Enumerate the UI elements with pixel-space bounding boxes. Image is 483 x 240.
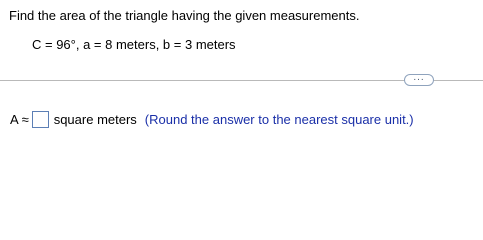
unit-label: square meters <box>53 112 137 127</box>
answer-row <box>10 111 414 128</box>
rounding-instruction: (Round the answer to the nearest square unit.) <box>144 112 414 127</box>
answer-input[interactable] <box>32 111 49 128</box>
ellipsis-icon: ... <box>413 72 425 83</box>
answer-label: A ≈ <box>10 112 29 127</box>
given-measurements: C = 96°, a = 8 meters, b = 3 meters <box>32 37 236 52</box>
more-options-button[interactable] <box>404 74 434 86</box>
question-prompt: Find the area of the triangle having the given measurements. <box>9 8 360 23</box>
